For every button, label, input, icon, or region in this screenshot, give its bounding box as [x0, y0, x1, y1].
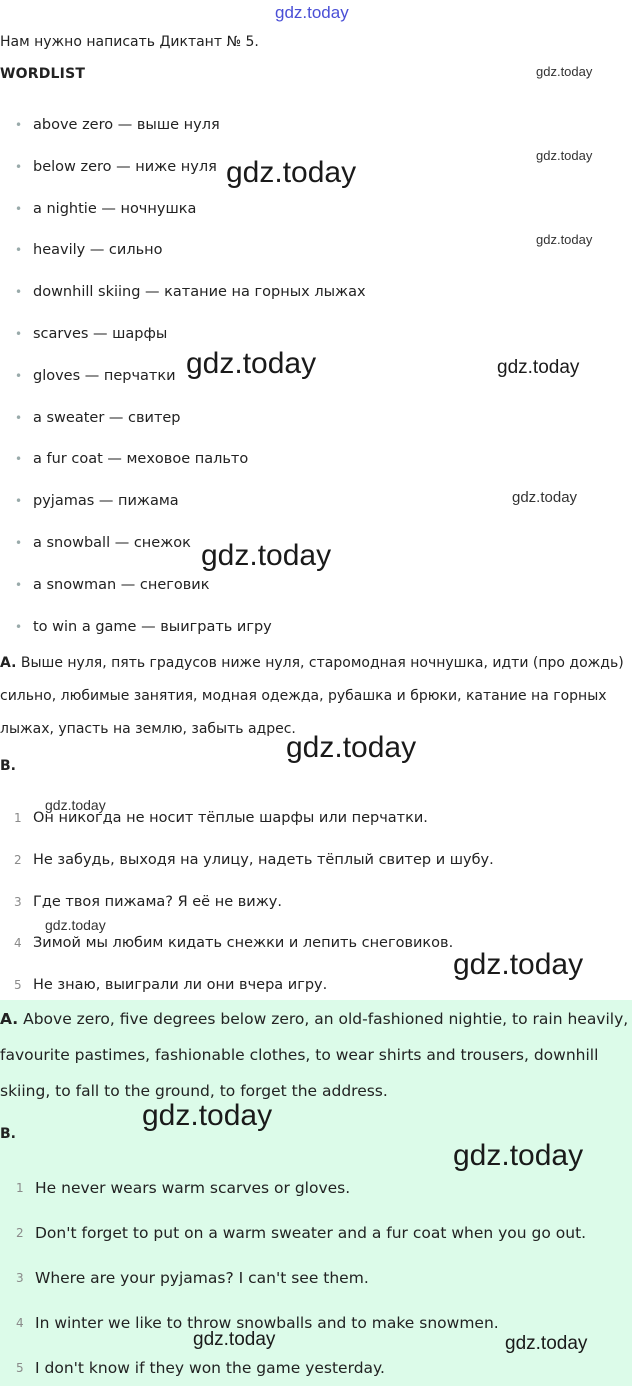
item-number: 3 — [14, 894, 22, 909]
list-item — [0, 1211, 632, 1256]
item-number: 4 — [16, 1316, 24, 1330]
watermark: gdz.today — [201, 539, 332, 572]
list-item: • a fur coat — меховое пальто — [0, 438, 632, 480]
list-item: • scarves — шарфы — [0, 313, 632, 355]
watermark: gdz.today — [142, 1099, 273, 1132]
list-item: • a sweater — свитер — [0, 397, 632, 439]
sentence-text: Где твоя пижама? Я её не вижу. — [33, 893, 282, 910]
sentence-text: I don't know if they won the game yesterday. — [35, 1359, 385, 1377]
watermark: gdz.today — [536, 64, 593, 79]
list-item: • below zero — ниже нуля — [0, 146, 632, 188]
list-item — [0, 1256, 632, 1301]
ru-part-b-label: B. — [0, 758, 16, 774]
watermark: gdz.today — [536, 148, 593, 163]
part-a-text: Above zero, five degrees below zero, an old-fashioned nightie, to rain heavily, favourite pastimes, fashionable clothes, to wear shirts and trousers, downhill skiing, to fall to the ground, to forget the address. — [0, 1010, 629, 1100]
item-number: 5 — [16, 1361, 24, 1375]
en-part-b-label: B. — [0, 1126, 16, 1142]
part-a-text: Выше нуля, пять градусов ниже нуля, старомодная ночнушка, идти (про дождь) сильно, любимые занятия, модная одежда, рубашка и брюки, катание на горных лыжах, упасть на землю, забыть адрес. — [0, 655, 624, 737]
item-number: 1 — [16, 1181, 24, 1195]
item-number: 4 — [14, 936, 22, 951]
watermark: gdz.today — [226, 156, 357, 189]
watermark: gdz.today — [45, 797, 106, 813]
watermark: gdz.today — [45, 917, 106, 933]
list-item: • heavily — сильно — [0, 229, 632, 271]
sentence-text: In winter we like to throw snowballs and to make snowmen. — [35, 1314, 499, 1332]
item-number: 5 — [14, 978, 22, 993]
list-item: • a snowman — снеговик — [0, 564, 632, 606]
intro-text: Нам нужно написать Диктант № 5. — [0, 34, 259, 50]
list-item: • a snowball — снежок — [0, 522, 632, 564]
watermark: gdz.today — [453, 948, 584, 981]
watermark: gdz.today — [275, 3, 349, 22]
sentence-text: Зимой мы любим кидать снежки и лепить снеговиков. — [33, 935, 454, 952]
sentence-text: Он никогда не носит тёплые шарфы или перчатки. — [33, 810, 428, 826]
list-item: • above zero — выше нуля — [0, 104, 632, 146]
list-item: • gloves — перчатки — [0, 355, 632, 397]
watermark: gdz.today — [193, 1329, 276, 1350]
item-number: 3 — [16, 1271, 24, 1285]
list-item: • downhill skiing — катание на горных лыжах — [0, 271, 632, 313]
part-a-label: A. — [0, 655, 17, 671]
watermark: gdz.today — [497, 357, 580, 378]
item-number: 2 — [16, 1226, 24, 1240]
item-number: 2 — [14, 852, 22, 867]
en-part-a — [0, 1001, 630, 1109]
sentence-text: Не забудь, выходя на улицу, надеть тёплый свитер и шубу. — [33, 851, 494, 868]
list-item: • pyjamas — пижама — [0, 480, 632, 522]
watermark: gdz.today — [536, 232, 593, 247]
sentence-text: He never wears warm scarves or gloves. — [35, 1179, 351, 1197]
list-item: • a nightie — ночнушка — [0, 188, 632, 230]
part-a-label: A. — [0, 1010, 19, 1028]
list-item: • to win a game — выиграть игру — [0, 606, 632, 648]
watermark: gdz.today — [186, 347, 317, 380]
watermark: gdz.today — [286, 731, 417, 764]
sentence-text: Не знаю, выиграли ли они вчера игру. — [33, 977, 328, 994]
item-number: 1 — [14, 811, 22, 825]
list-item — [0, 839, 632, 881]
watermark: gdz.today — [512, 489, 578, 506]
en-sentences — [0, 1166, 632, 1391]
wordlist-title: WORDLIST — [0, 66, 86, 82]
watermark: gdz.today — [453, 1139, 584, 1172]
sentence-text: Don't forget to put on a warm sweater and a fur coat when you go out. — [35, 1224, 587, 1242]
sentence-text: Where are your pyjamas? I can't see them. — [35, 1269, 369, 1287]
watermark: gdz.today — [505, 1333, 588, 1354]
list-item — [0, 1166, 632, 1211]
